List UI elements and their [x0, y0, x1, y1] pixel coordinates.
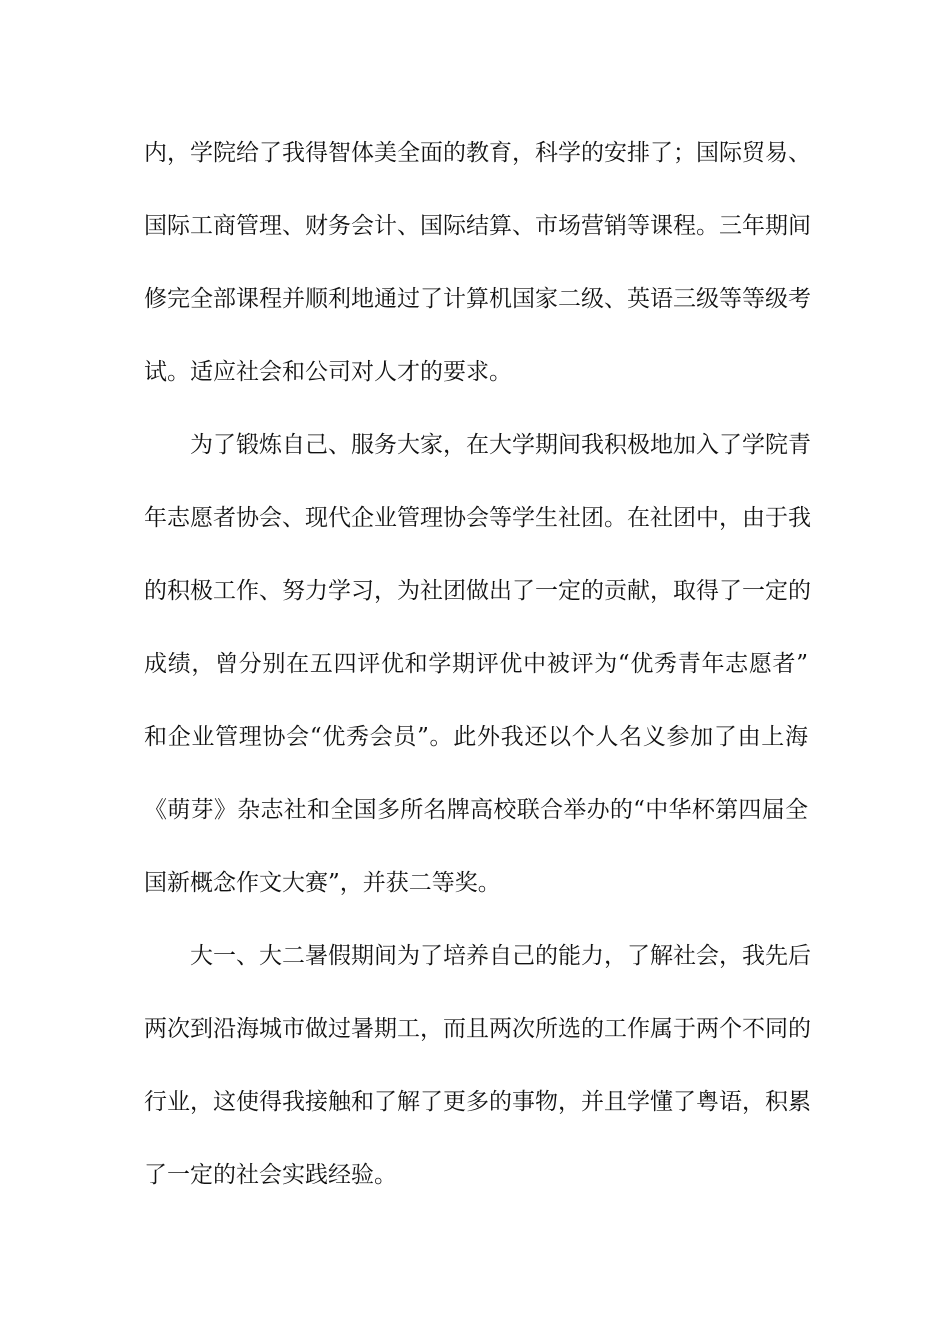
- paragraph-line: 国际工商管理、财务会计、国际结算、市场营销等课程。三年期间: [144, 213, 811, 239]
- paragraph-line: 国新概念作文大赛”，并获二等奖。: [144, 870, 501, 896]
- paragraph-line: 为了锻炼自己、服务大家，在大学期间我积极地加入了学院青: [190, 432, 811, 458]
- paragraph-line: 和企业管理协会“优秀会员”。此外我还以个人名义参加了由上海: [144, 724, 808, 750]
- paragraph-line: 大一、大二暑假期间为了培养自己的能力，了解社会，我先后: [190, 943, 811, 969]
- paragraph-line: 两次到沿海城市做过暑期工，而且两次所选的工作属于两个不同的: [144, 1016, 811, 1042]
- paragraph-line: 修完全部课程并顺利地通过了计算机国家二级、英语三级等等级考: [144, 286, 811, 312]
- paragraph-line: 内，学院给了我得智体美全面的教育，科学的安排了；国际贸易、: [144, 140, 811, 166]
- paragraph-line: 《萌芽》杂志社和全国多所名牌高校联合举办的“中华杯第四届全: [144, 797, 808, 823]
- paragraph-line: 年志愿者协会、现代企业管理协会等学生社团。在社团中，由于我: [144, 505, 811, 531]
- paragraph-line: 了一定的社会实践经验。: [144, 1162, 397, 1188]
- paragraph-line: 的积极工作、努力学习，为社团做出了一定的贡献，取得了一定的: [144, 578, 811, 604]
- paragraph-line: 成绩，曾分别在五四评优和学期评优中被评为“优秀青年志愿者”: [144, 651, 808, 677]
- paragraph-line: 行业，这使得我接触和了解了更多的事物，并且学懂了粤语，积累: [144, 1089, 811, 1115]
- paragraph-line: 试。适应社会和公司对人才的要求。: [144, 359, 512, 385]
